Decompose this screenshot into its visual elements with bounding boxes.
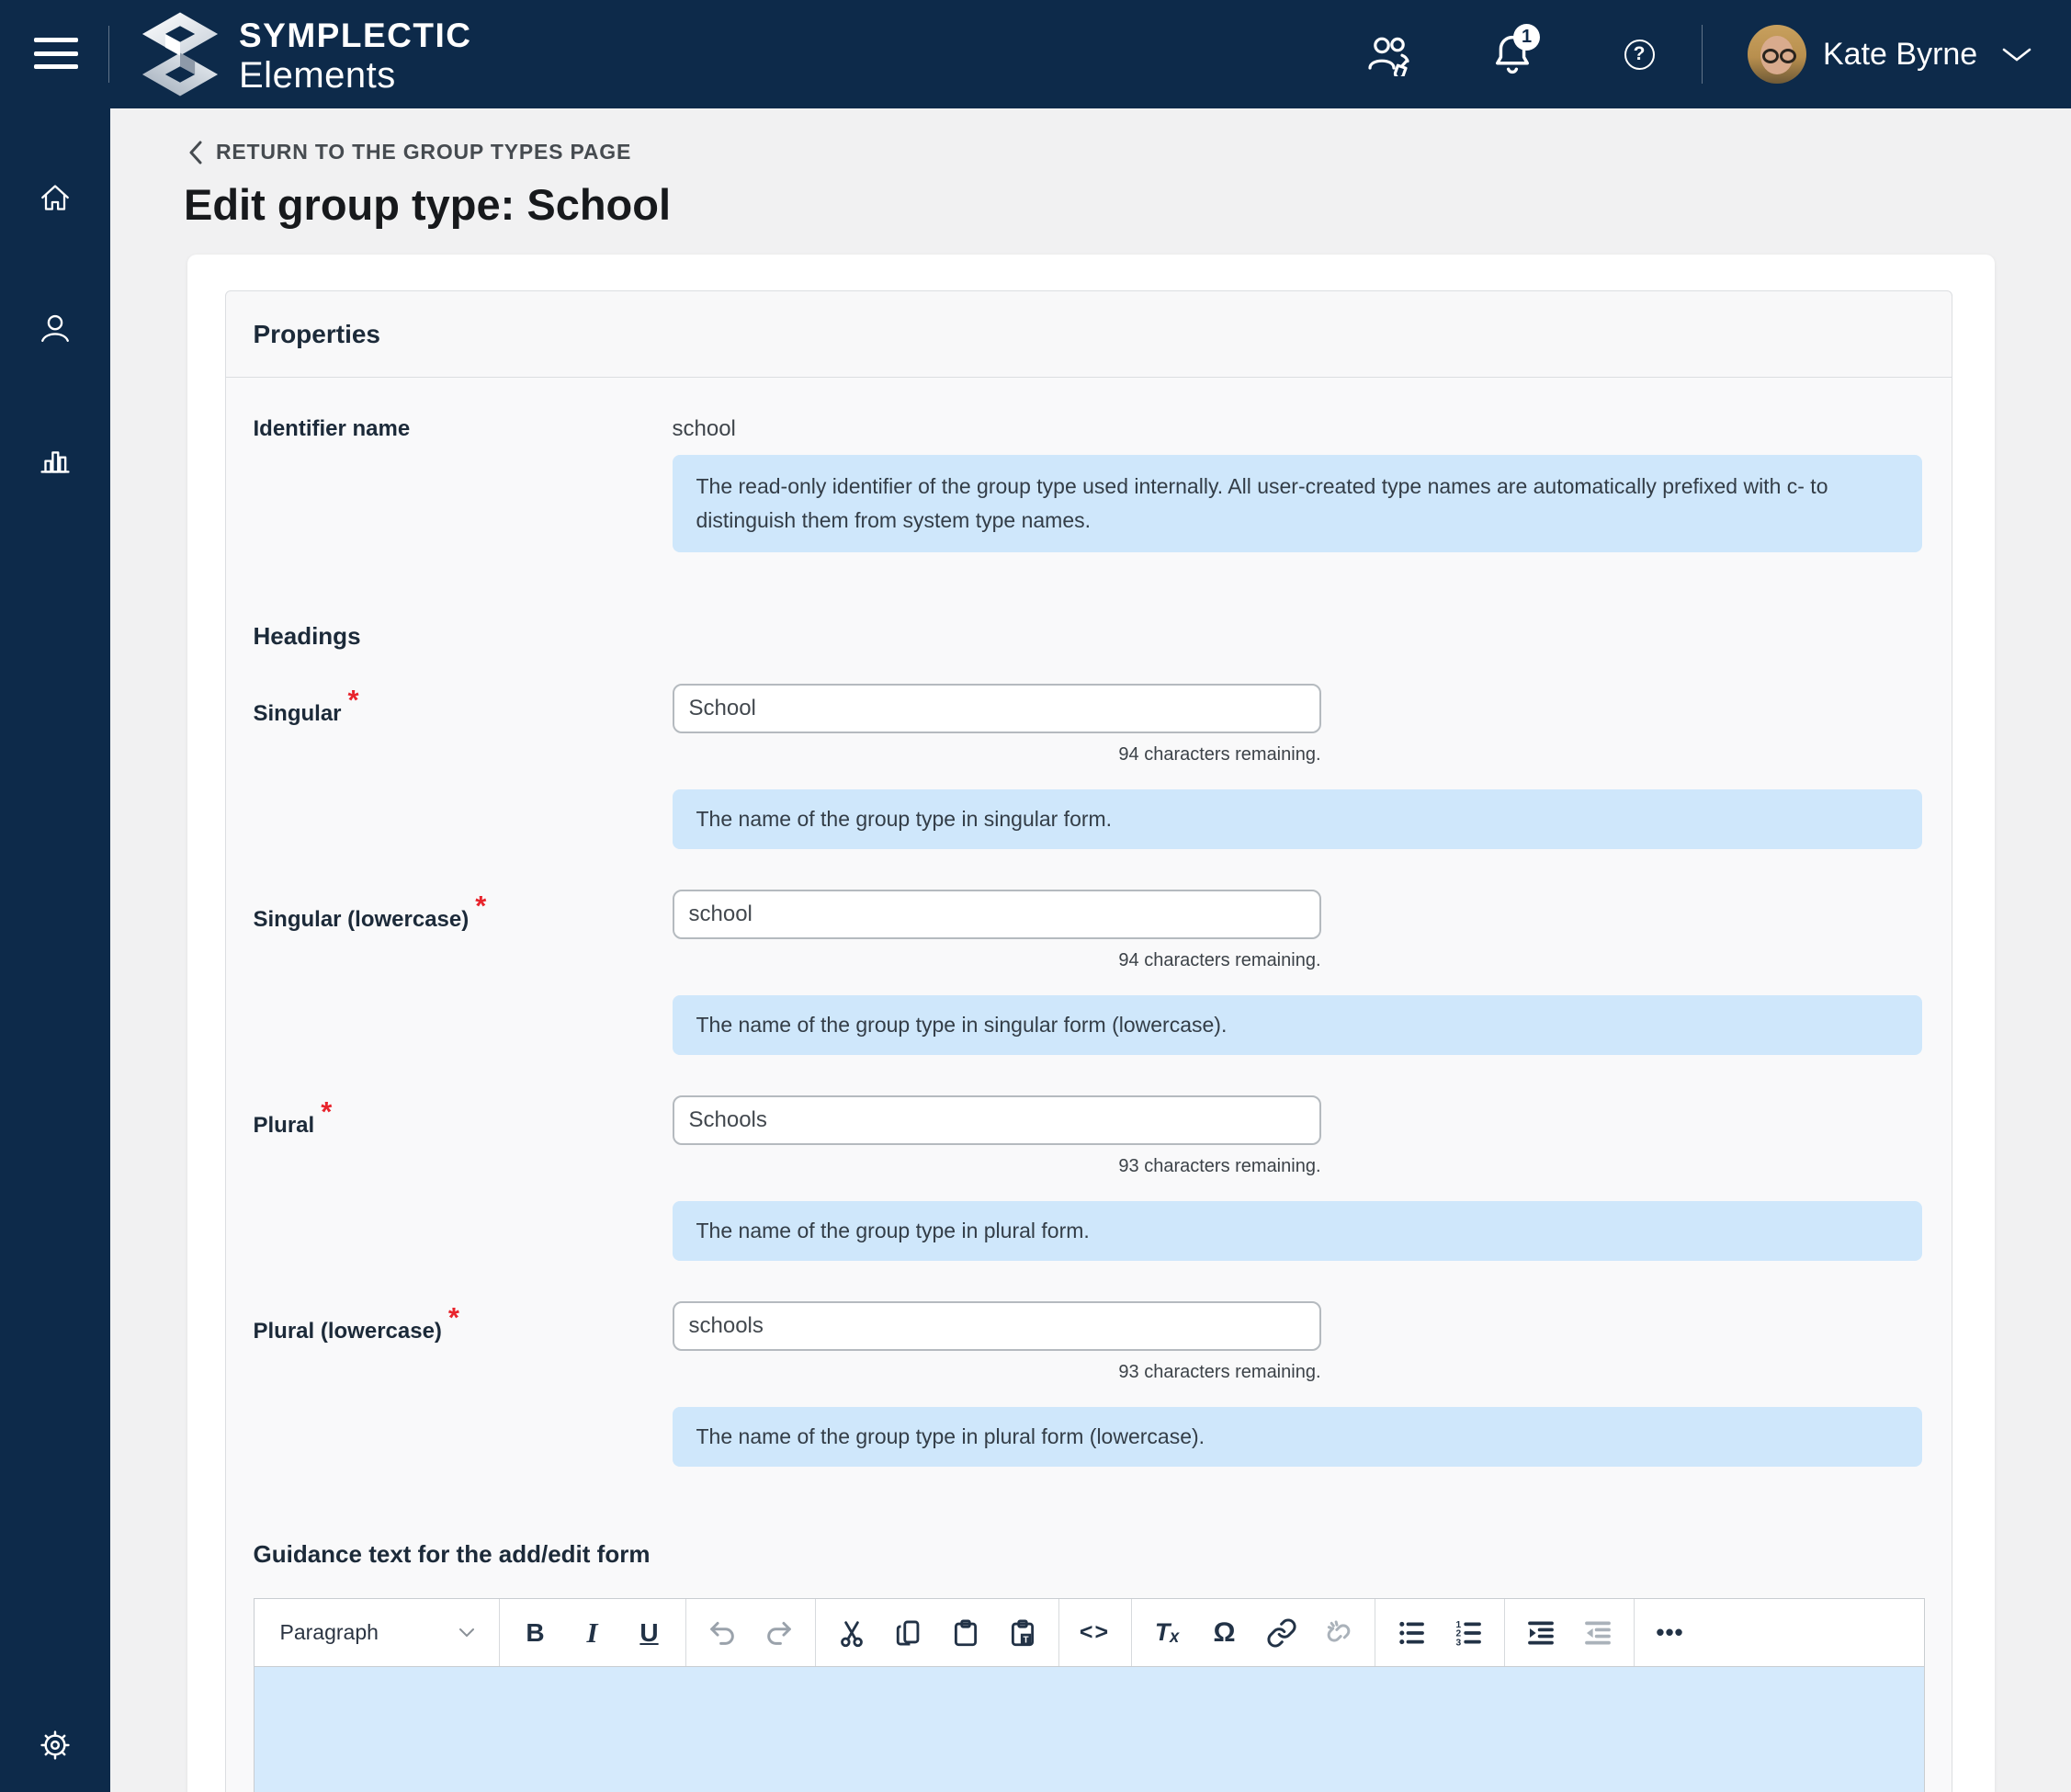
format-group — [255, 1599, 500, 1666]
required-asterisk: * — [475, 890, 487, 922]
headings-subheading: Headings — [253, 622, 361, 650]
user-menu[interactable] — [1748, 0, 2032, 108]
paste-as-text-button[interactable] — [994, 1605, 1051, 1661]
help-icon[interactable] — [1610, 0, 1669, 108]
singular-lowercase-input[interactable] — [673, 890, 1321, 939]
scissors-icon — [836, 1617, 867, 1649]
list-group — [1375, 1599, 1505, 1666]
bold-button[interactable]: B — [526, 1617, 545, 1647]
plural-char-counter: 93 characters remaining. — [1118, 1156, 1321, 1176]
hamburger-menu-icon[interactable] — [34, 38, 78, 69]
text-style-group — [500, 1599, 686, 1666]
plural-row — [254, 1095, 1924, 1261]
link-icon — [1266, 1617, 1297, 1649]
plural-lowercase-label: Plural (lowercase) — [253, 1319, 442, 1344]
guidance-subheading: Guidance text for the add/edit form — [253, 1540, 651, 1568]
plural-lowercase-help-box: The name of the group type in plural form (lowercase). — [673, 1407, 1922, 1467]
properties-form — [225, 377, 1952, 1792]
outdent-button[interactable] — [1569, 1605, 1626, 1661]
paragraph-select[interactable] — [262, 1620, 492, 1645]
gear-icon — [35, 1725, 75, 1765]
paragraph-select-value: Paragraph — [279, 1620, 379, 1644]
redo-icon — [764, 1617, 795, 1649]
indent-button[interactable] — [1512, 1605, 1569, 1661]
section-title: Properties — [253, 319, 380, 348]
topbar-divider — [108, 26, 109, 83]
svg-text:1: 1 — [1455, 1619, 1461, 1630]
help-glyph: ? — [1633, 43, 1646, 64]
chevron-left-icon — [188, 141, 203, 164]
copy-icon — [893, 1617, 924, 1649]
svg-text:2: 2 — [1455, 1628, 1461, 1639]
outdent-icon — [1582, 1617, 1613, 1649]
required-asterisk: * — [447, 1301, 459, 1333]
cut-button[interactable] — [823, 1605, 880, 1661]
edit-card — [187, 255, 1995, 1792]
plural-help-box: The name of the group type in plural form. — [673, 1201, 1922, 1261]
singular-lowercase-help-box: The name of the group type in singular form (lowercase). — [673, 995, 1922, 1055]
notification-count-badge: 1 — [1513, 24, 1540, 51]
svg-text:3: 3 — [1455, 1637, 1461, 1648]
return-link[interactable] — [188, 140, 2071, 164]
clear-formatting-button[interactable]: Tₓ — [1154, 1618, 1181, 1646]
sidebar-item-profile[interactable] — [35, 308, 75, 348]
underline-button[interactable]: U — [639, 1617, 659, 1647]
singular-label: Singular — [253, 701, 342, 726]
paste-icon — [950, 1617, 981, 1649]
singular-char-counter: 94 characters remaining. — [1118, 744, 1321, 765]
paste-button[interactable] — [937, 1605, 994, 1661]
indent-group — [1505, 1599, 1635, 1666]
copy-button[interactable] — [880, 1605, 937, 1661]
topbar-divider-2 — [1702, 25, 1703, 84]
remove-link-button[interactable] — [1310, 1605, 1367, 1661]
top-bar — [0, 0, 2071, 108]
insert-link-button[interactable] — [1253, 1605, 1310, 1661]
undo-button[interactable] — [694, 1605, 751, 1661]
properties-section-header — [225, 290, 1952, 378]
sidebar-nav — [0, 108, 110, 1792]
singular-lowercase-label: Singular (lowercase) — [253, 907, 470, 932]
clipboard-group — [816, 1599, 1059, 1666]
indent-icon — [1525, 1617, 1556, 1649]
plural-label: Plural — [253, 1113, 315, 1138]
identifier-help-box: The read-only identifier of the group type used internally. All user-created type names are automatically prefixed with c- to distinguish them from system type names. — [673, 455, 1922, 552]
singular-lowercase-row — [254, 890, 1924, 1055]
brand-wordmark — [239, 18, 471, 94]
plural-lowercase-row — [254, 1301, 1924, 1467]
symplectic-logo-icon[interactable] — [140, 11, 221, 102]
history-group — [686, 1599, 816, 1666]
bar-chart-icon — [36, 439, 74, 478]
numbered-list-icon — [1453, 1617, 1484, 1649]
chevron-down-icon — [458, 1628, 475, 1638]
singular-help-box: The name of the group type in singular form. — [673, 789, 1922, 849]
undo-icon — [707, 1617, 738, 1649]
paste-text-icon — [1007, 1617, 1038, 1649]
identifier-label: Identifier name — [253, 416, 411, 441]
notifications-bell-icon[interactable] — [1483, 0, 1542, 108]
singular-input[interactable] — [673, 684, 1321, 733]
redo-button[interactable] — [751, 1605, 808, 1661]
special-character-button[interactable]: Ω — [1213, 1616, 1236, 1648]
home-icon — [37, 179, 74, 216]
insert-group — [1132, 1599, 1375, 1666]
plural-lowercase-input[interactable] — [673, 1301, 1321, 1351]
manage-users-icon[interactable] — [1360, 0, 1419, 108]
sidebar-item-home[interactable] — [35, 177, 75, 218]
more-tools-button[interactable]: ••• — [1656, 1618, 1684, 1646]
singular-row — [254, 684, 1924, 849]
editor-toolbar — [255, 1599, 1924, 1667]
sidebar-item-reports[interactable] — [35, 438, 75, 479]
source-code-button[interactable]: <> — [1079, 1619, 1111, 1645]
plural-lowercase-char-counter: 93 characters remaining. — [1118, 1362, 1321, 1382]
editor-content-area[interactable] — [255, 1667, 1924, 1792]
user-avatar[interactable] — [1748, 25, 1806, 84]
user-icon — [36, 309, 74, 347]
rich-text-editor — [254, 1598, 1925, 1792]
identifier-row — [254, 416, 1924, 552]
plural-input[interactable] — [673, 1095, 1321, 1145]
identifier-value: school — [672, 416, 736, 441]
numbered-list-button[interactable] — [1440, 1605, 1497, 1661]
brand-line-2: Elements — [239, 55, 396, 96]
return-link-label: RETURN TO THE GROUP TYPES PAGE — [216, 140, 632, 164]
brand-line-1: SYMPLECTIC — [239, 17, 472, 54]
italic-button[interactable]: I — [586, 1616, 598, 1649]
chevron-down-icon — [2001, 47, 2032, 62]
singular-lowercase-char-counter: 94 characters remaining. — [1118, 950, 1321, 970]
more-group — [1635, 1599, 1706, 1666]
sidebar-item-settings[interactable] — [0, 1725, 110, 1765]
required-asterisk: * — [321, 1095, 333, 1128]
page-title: Edit group type: School — [184, 180, 672, 229]
main-content — [110, 108, 2071, 1792]
required-asterisk: * — [347, 684, 359, 716]
bullet-list-button[interactable] — [1383, 1605, 1440, 1661]
unlink-icon — [1323, 1617, 1354, 1649]
bullet-list-icon — [1396, 1617, 1427, 1649]
user-name: Kate Byrne — [1823, 36, 1978, 72]
svg-text:T: T — [1023, 1634, 1029, 1645]
code-group — [1059, 1599, 1132, 1666]
